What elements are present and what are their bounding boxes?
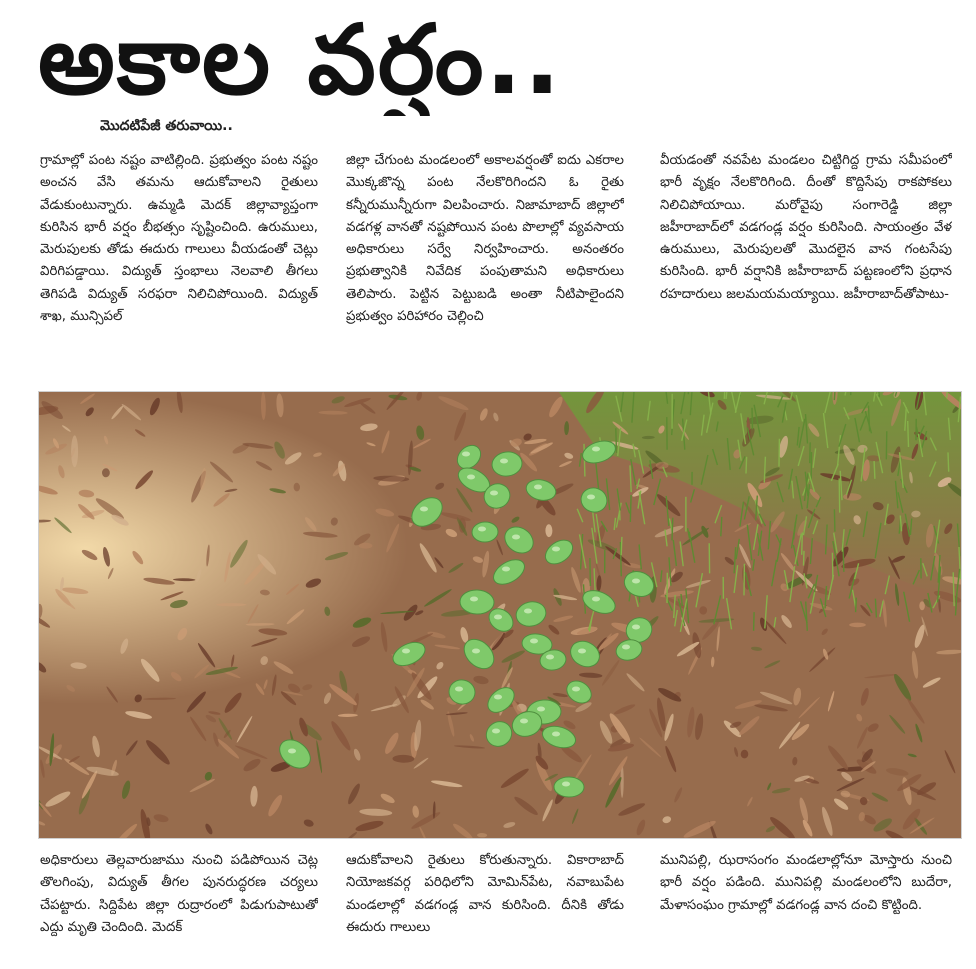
- fallen-mangoes-photo: [38, 391, 962, 839]
- article-column-bottom-3: [660, 850, 952, 962]
- article-column-top-2: [346, 150, 624, 378]
- paragraph: అధికారులు తెల్లవారుజాము నుంచి పడిపోయిన చెట్ల తొలగింపు, విద్యుత్ తీగల పునరుద్ధరణ చర్యలు చేపట్టారు. సిద్దిపేట జిల్లా రుద్రారంలో పిడుగుపాటుతో ఎద్దు మృతి చెందింది. మెదక్: [40, 853, 318, 935]
- article-column-top-1: [40, 150, 318, 378]
- article-column-bottom-2: [346, 850, 624, 962]
- paragraph: గ్రామాల్లో పంట నష్టం వాటిల్లింది. ప్రభుత్వం పంట నష్టం అంచన వేసి తమను ఆదుకోవాలని రైతులు వేడుకుంటున్నారు. ఉమ్మడి మెదక్ జిల్లావ్యాప్తంగా కురిసిన భారీ వర్షం బీభత్సం సృష్టించింది. ఉరుములు, మెరుపులకు తోడు ఈదురు గాలులు వీయడంతో చెట్లు విరిగిపడ్డాయి. విద్యుత్ స్తంభాలు నెలవాలి తీగలు తెగిపడి విద్యుత్ సరఫరా నిలిచిపోయింది. విద్యుత్ శాఖ, మున్సిపల్: [40, 153, 318, 325]
- paragraph: జిల్లా చేగుంట మండలంలో అకాలవర్షంతో ఐదు ఎకరాల మొక్కజొన్న పంట నేలకొరిగిందని ఓ రైతు కన్నీరుమున్నీరుగా విలపించారు. నిజామాబాద్ జిల్లాలో వడగళ్ల వానతో నష్టపోయిన పంట పొలాల్లో వ్యవసాయ అధికారులు సర్వే నిర్వహించారు. అనంతరం ప్రభుత్వానికి నివేదిక పంపుతామని అధికారులు తెలిపారు. పెట్టిన పెట్టుబడి అంతా నీటిపాలైందని ప్రభుత్వం పరిహారం చెల్లించి: [346, 153, 624, 325]
- continued-from-front-page: మొదటిపేజీ తరువాయి..: [100, 118, 233, 134]
- article-column-top-3: [660, 150, 952, 378]
- headline: అకాల వర్షం..: [38, 4, 563, 116]
- paragraph: ఆదుకోవాలని రైతులు కోరుతున్నారు. వికారాబాద్ నియోజకవర్గ పరిధిలోని మోమిన్‌పేట, నవాబుపేట మండలాల్లో వడగండ్ల వాన కురిసింది. దీనికి తోడు ఈదురు గాలులు: [346, 853, 624, 935]
- article-column-bottom-1: [40, 850, 318, 962]
- paragraph: వీయడంతో నవపేట మండలం చిట్టిగిద్ద గ్రామ సమీపంలో భారీ వృక్షం నేలకొరిగింది. దీంతో కొద్దిసేపు రాకపోకలు నిలిచిపోయాయి. మరోవైపు సంగారెడ్డి జిల్లా జహీరాబాద్‌లో వడగండ్ల వర్షం కురిసింది. సాయంత్రం వేళ ఉరుములు, మెరుపులతో మొదలైన వాన గంటసేపు కురిసింది. భారీ వర్షానికి జహీరాబాద్ పట్టణంలోని ప్రధాన రహదారులు జలమయమయ్యాయి. జహీరాబాద్‌తోపాటు-: [660, 153, 952, 302]
- mango: [554, 777, 584, 798]
- photo-illustration: [39, 392, 961, 838]
- paragraph: మునిపల్లి, ఝరాసంగం మండలాల్లోనూ మోస్తారు నుంచి భారీ వర్షం పడింది. మునిపల్లి మండలంలోని బుదేరా, మేళాసంఘం గ్రామాల్లో వడగండ్ల వాన దంచి కొట్టింది.: [660, 853, 952, 913]
